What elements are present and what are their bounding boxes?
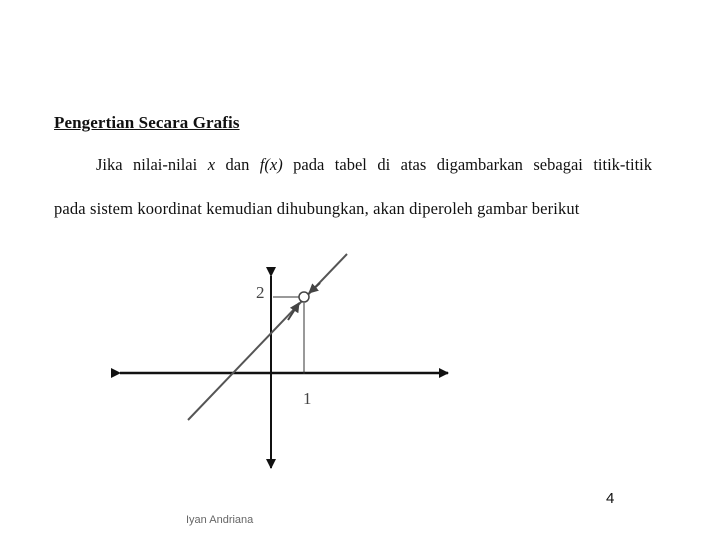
function-line [188, 254, 347, 420]
variable-x: x [207, 155, 216, 174]
author-name: Iyan Andriana [186, 514, 254, 526]
x-value-label: 1 [303, 389, 312, 408]
page-number: 4 [606, 490, 615, 507]
function-fx: f(x) [259, 155, 283, 174]
y-value-label: 2 [256, 283, 265, 302]
open-point [299, 292, 309, 302]
section-heading: Pengertian Secara Grafis [54, 113, 240, 132]
paragraph-text: pada tabel di atas digambarkan sebagai titik-titik [282, 155, 653, 174]
arrow-from-above [309, 283, 320, 293]
paragraph-line-2: pada sistem koordinat kemudian dihubungkan, akan diperoleh gambar berikut [54, 199, 580, 218]
paragraph-text: dan [215, 155, 260, 174]
arrow-from-below [288, 303, 299, 320]
paragraph-text: Jika nilai-nilai [96, 155, 208, 174]
